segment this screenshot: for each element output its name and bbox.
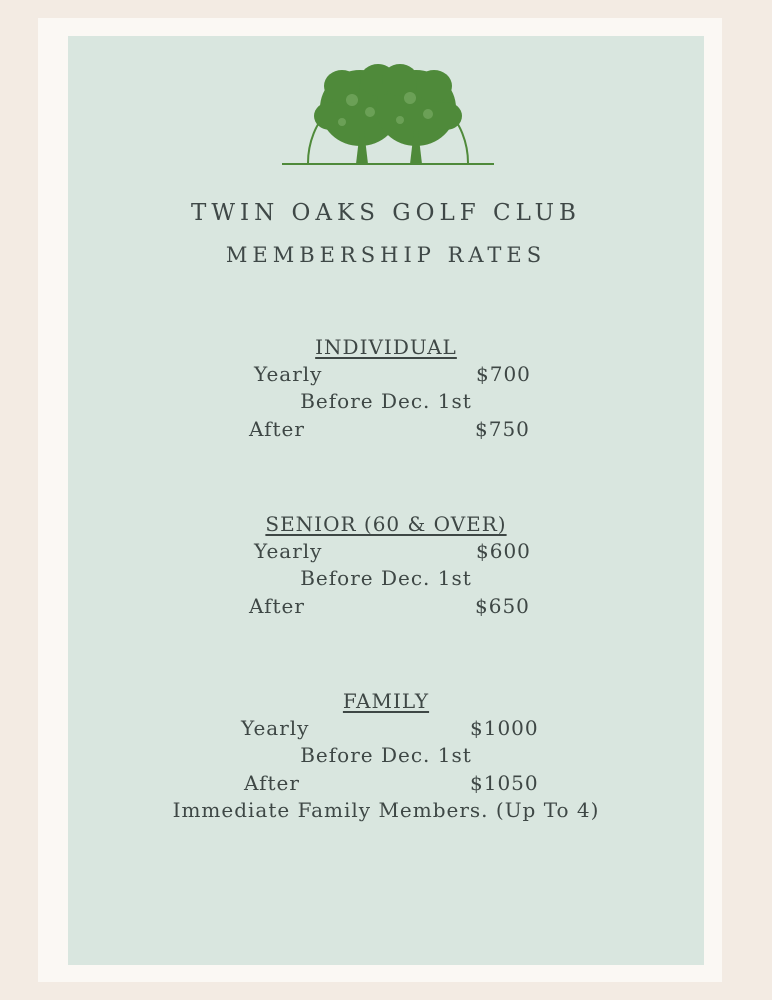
after-price: $1050 (470, 771, 539, 795)
section-heading-senior: SENIOR (60 & OVER) (265, 512, 507, 536)
before-date-note: Before Dec. 1st (300, 566, 472, 590)
before-date-note: Before Dec. 1st (300, 743, 472, 767)
yearly-price: $1000 (470, 716, 539, 740)
yearly-price: $600 (476, 539, 531, 563)
page-title: MEMBERSHIP RATES (225, 243, 547, 267)
section-heading-individual: INDIVIDUAL (315, 335, 457, 359)
club-name: TWIN OAKS GOLF CLUB (191, 200, 581, 226)
after-label: After (244, 771, 300, 795)
after-label: After (249, 417, 305, 441)
family-footnote: Immediate Family Members. (Up To 4) (172, 798, 600, 822)
before-date-note: Before Dec. 1st (300, 389, 472, 413)
yearly-label: Yearly (241, 716, 310, 740)
yearly-label: Yearly (254, 362, 323, 386)
section-heading-family: FAMILY (342, 689, 430, 713)
rates-card (68, 36, 704, 965)
yearly-label: Yearly (254, 539, 323, 563)
twin-oak-trees-icon (282, 50, 494, 168)
after-price: $650 (475, 594, 530, 618)
yearly-price: $700 (476, 362, 531, 386)
after-price: $750 (475, 417, 530, 441)
after-label: After (249, 594, 305, 618)
